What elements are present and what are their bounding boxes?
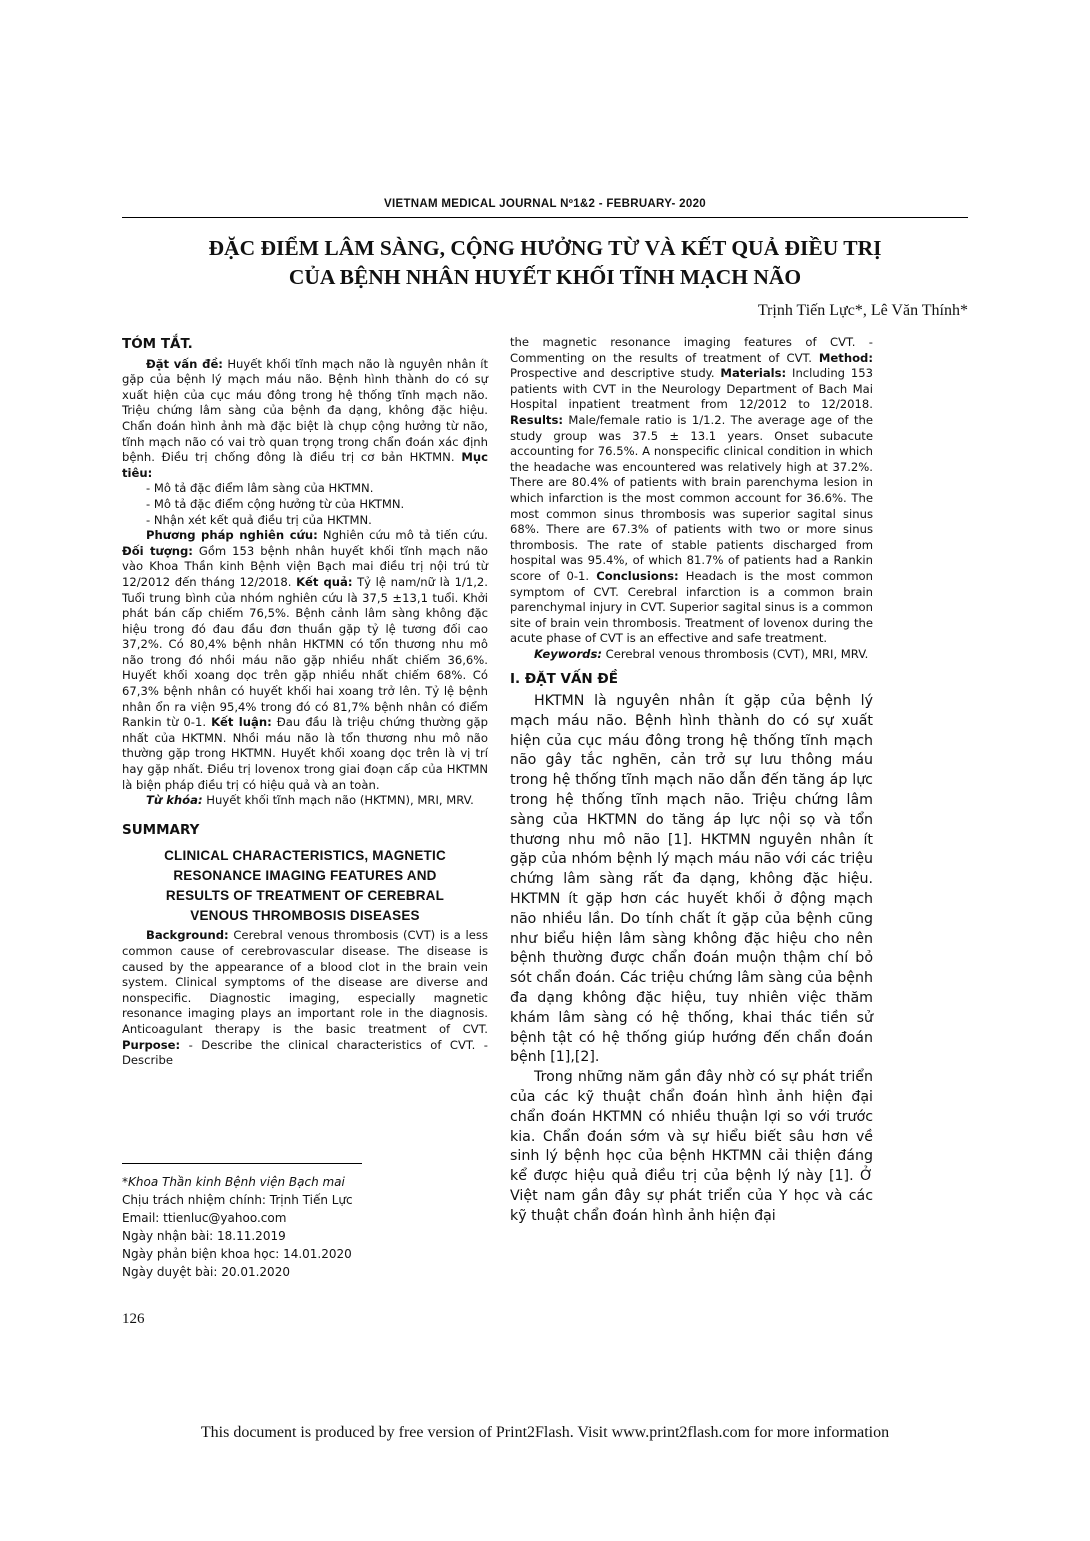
summary-background	[122, 928, 488, 1068]
text-summary-continued: the magnetic resonance imaging features of CVT. - Commenting on the results of treatment of CVT.	[510, 335, 873, 365]
label-purpose: Purpose:	[122, 1037, 181, 1052]
left-column	[122, 337, 488, 1069]
label-keywords: Keywords:	[534, 646, 602, 661]
text-background: Cerebral venous thrombosis (CVT) is a less common cause of cerebrovascular disease. The disease is caused by the appearance of a blood clot in the brain vein system. Clinical symptoms of the disease are diverse and nonspecific. Diagnostic imaging, especially magnetic resonance imaging plays an important role in the diagnosis. Anticoagulant therapy is the basic treatment of CVT.	[122, 928, 488, 1036]
abstract-vi-methods	[122, 528, 488, 793]
section-1-heading: I. ĐẶT VẤN ĐỀ	[510, 671, 618, 688]
header-rule	[122, 217, 968, 218]
running-head: VIETNAM MEDICAL JOURNAL Nº1&2 - FEBRUARY- 2020	[384, 198, 706, 210]
text-method: Prospective and descriptive study.	[510, 366, 721, 381]
summary-continued	[510, 335, 873, 647]
summary-heading: SUMMARY	[122, 821, 200, 838]
text-ket-luan: Đau đầu là triệu chứng thường gặp nhất của HKTMN. Nhồi máu não là tổn thương nhu mô não thường gặp trong HKTMN. Huyết khối xoang dọc trên là vị trí hay gặp nhất. Điều trị lovenox trong giai đoạn cấp của HKTMN là biện pháp điều trị có hiệu quả và an toàn.	[122, 715, 488, 792]
label-background: Background:	[146, 928, 229, 943]
article-title	[122, 234, 968, 292]
tomtat-heading: TÓM TẮT.	[122, 336, 193, 352]
text-doi-tuong: Gồm 153 bệnh nhân huyết khối tĩnh mạch não vào Khoa Thần kinh Bệnh viện Bạch mai điều trị nội trú từ 12/2012 đến tháng 12/2018.	[122, 543, 489, 589]
footnote-reviewed: Ngày phản biện khoa học: 14.01.2020	[122, 1247, 352, 1261]
summary-title	[122, 846, 488, 926]
label-dat-van-de: Đặt vấn đề:	[146, 356, 223, 371]
title-line-1: ĐẶC ĐIỂM LÂM SÀNG, CỘNG HƯỞNG TỪ VÀ KẾT QUẢ ĐIỀU TRỊ	[208, 236, 882, 260]
text-ket-qua: Tỷ lệ nam/nữ là 1/1,2. Tuổi trung bình của nhóm nghiên cứu là 37,5 ±13,1 tuổi. Khởi phát bán cấp chiếm 76,5%. Bệnh cảnh lâm sàng không đặc hiệu trong đó đau đầu đơn thuần gặp tỷ lệ tương đối cao 37,2%. Có 80,4% bệnh nhân HKTMN có tổn thương nhu mô não trong đó nhồi máu não gặp nhiều nhất chiếm 36,6%. Huyết khối xoang dọc trên gặp nhiều nhất chiếm 68%. Có 67,3% bệnh nhân có huyết khối hai xoang trở lên. Tỷ lệ bệnh nhân ổn ra viện 95,4% trong đó có 81,7% bệnh nhân có điểm Rankin từ 0-1.	[122, 574, 488, 730]
section-1-paragraph-2: Trong những năm gần đây nhờ có sự phát triển của các kỹ thuật chẩn đoán hình ảnh hiện đại chẩn đoán HKTMN có nhiều thuận lợi so với trước kia. Chẩn đoán sớm và sự hiểu biết sâu hơn về sinh lý bệnh học của bệnh HKTMN cải thiện đáng kể được hiệu quả điều trị của bệnh lý này [1]. Ở Việt nam gần đây sự phát triển của Y học và các kỹ thuật chẩn đoán hình ảnh hiện đại	[510, 1069, 873, 1224]
text-materials: Including 153 patients with CVT in the Neurology Department of Bach Mai Hospital inpatient treatment from 12/2012 to 12/2018.	[510, 366, 873, 412]
keywords-vi	[122, 793, 488, 809]
right-column	[510, 335, 873, 1227]
label-results: Results:	[510, 412, 563, 427]
abstract-vi-background	[122, 357, 488, 482]
text-phuong-phap: Nghiên cứu mô tả tiến cứu.	[317, 528, 488, 543]
label-method: Method:	[818, 350, 873, 365]
text-purpose: - Describe the clinical characteristics of CVT. - Describe	[122, 1037, 488, 1068]
objective-3: - Nhận xét kết quả điều trị của HKTMN.	[146, 512, 372, 527]
footnote-received: Ngày nhận bài: 18.11.2019	[122, 1229, 286, 1243]
summary-title-line-1: CLINICAL CHARACTERISTICS, MAGNETIC	[164, 848, 446, 864]
text-keywords: Cerebral venous thrombosis (CVT), MRI, MRV.	[602, 646, 869, 661]
objective-1: - Mô tả đặc điểm lâm sàng của HKTMN.	[146, 481, 374, 496]
footnote-affiliation: *Khoa Thần kinh Bệnh viện Bạch mai	[122, 1175, 345, 1189]
label-muc-tieu: Mục tiêu:	[122, 450, 488, 480]
summary-title-line-4: VENOUS THROMBOSIS DISEASES	[190, 908, 420, 924]
label-doi-tuong: Đối tượng:	[122, 543, 193, 558]
label-phuong-phap: Phương pháp nghiên cứu:	[146, 528, 318, 543]
text-conclusions: Headach is the most common symptom of CVT. Cerebral infarction is a common brain parenchymal injury in CVT. Superior sagital sinus is a common site of brain vein thrombosis. Treatment of lovenox during the acute phase of CVT is an effective and safe treatment.	[510, 568, 873, 646]
print2flash-banner: This document is produced by free version of Print2Flash. Visit www.print2flash.com for more information	[200, 1424, 890, 1441]
title-line-2: CỦA BỆNH NHÂN HUYẾT KHỐI TĨNH MẠCH NÃO	[288, 265, 802, 289]
summary-title-line-2: RESONANCE IMAGING FEATURES AND	[173, 868, 437, 884]
label-materials: Materials:	[720, 366, 787, 381]
text-dat-van-de: Huyết khối tĩnh mạch não là nguyên nhân ít gặp của bệnh lý mạch máu não. Bệnh hình thành do có sự xuất hiện của cục máu đông trong hệ thống tĩnh mạch não. Triệu chứng lâm sàng của bệnh đa dạng, không đặc hiệu. Chẩn đoán hình ảnh mà đặc biệt là chụp cộng hưởng từ não, tĩnh mạch não có vai trò quan trọng trong chẩn đoán xác định bệnh. Điều trị chống đông là điều trị cơ bản HKTMN.	[122, 356, 488, 465]
footnote-responsible: Chịu trách nhiệm chính: Trịnh Tiến Lực	[122, 1193, 353, 1207]
footnote	[122, 1173, 488, 1281]
text-tu-khoa: Huyết khối tĩnh mạch não (HKTMN), MRI, MRV.	[202, 793, 474, 808]
text-results: Male/female ratio is 1/1.2. The average age of the study group was 37.5 ± 13.1 years. Onset subacute accounting for 76.5%. A nonspecific clinical condition in which the headache was encountered was relatively high at 37.2%. There are 80.4% of patients with brain parenchyma lesion in which infarction is the most common account for 36.6%. The most common sinus thrombosis was superior sagital sinus 68%. There are 67.3% of patients with two or more sinus thrombosis. The rate of stable patients discharged from hospital was 95.4%, of which 81.7% of patients had a Rankin score of 0-1.	[510, 412, 873, 583]
footnote-approved: Ngày duyệt bài: 20.01.2020	[122, 1265, 290, 1279]
label-tu-khoa: Từ khóa:	[146, 793, 203, 808]
label-conclusions: Conclusions:	[596, 568, 679, 583]
summary-title-line-3: RESULTS OF TREATMENT OF CEREBRAL	[165, 888, 445, 904]
authors: Trịnh Tiến Lực*, Lê Văn Thính*	[757, 302, 968, 319]
footnote-rule	[122, 1163, 362, 1164]
page-number: 126	[122, 1311, 145, 1327]
keywords-en	[510, 647, 873, 663]
label-ket-qua: Kết quả:	[296, 574, 353, 589]
objective-2: - Mô tả đặc điểm cộng hưởng từ của HKTMN.	[146, 496, 405, 511]
footnote-email: Email: ttienluc@yahoo.com	[122, 1211, 287, 1225]
label-ket-luan: Kết luận:	[211, 715, 272, 730]
section-1-paragraph-1: HKTMN là nguyên nhân ít gặp của bệnh lý mạch máu não. Bệnh hình thành do có sự xuất hiện của cục máu đông trong hệ thống tĩnh mạch não gây tắc nghẽn, cản trở sự lưu thông máu trong hệ thống tĩnh mạch não dẫn đến tăng áp lực trong hệ thống tĩnh mạch não. Triệu chứng lâm sàng của HKTMN do tăng áp lực nội sọ và tổn thương nhu mô não [1]. HKTMN nguyên nhân ít gặp của nhóm bệnh lý mạch máu não với các triệu chứng lâm sàng rất đa dạng, không đặc hiệu. HKTMN ít gặp hơn các huyết khối ở động mạch não nhiều lần. Do tính chất ít gặp của bệnh cũng như biểu hiện lâm sàng không đặc hiệu cho nên bệnh thường được chẩn đoán muộn thậm chí bỏ sót chẩn đoán. Các triệu chứng lâm sàng của bệnh đa dạng không đặc hiệu, tuy nhiên việc thăm khám lâm sàng có hệ thống, khai thác tiền sử bệnh tật có hệ thống giúp hướng đến chẩn đoán bệnh [1],[2].	[510, 693, 873, 1066]
